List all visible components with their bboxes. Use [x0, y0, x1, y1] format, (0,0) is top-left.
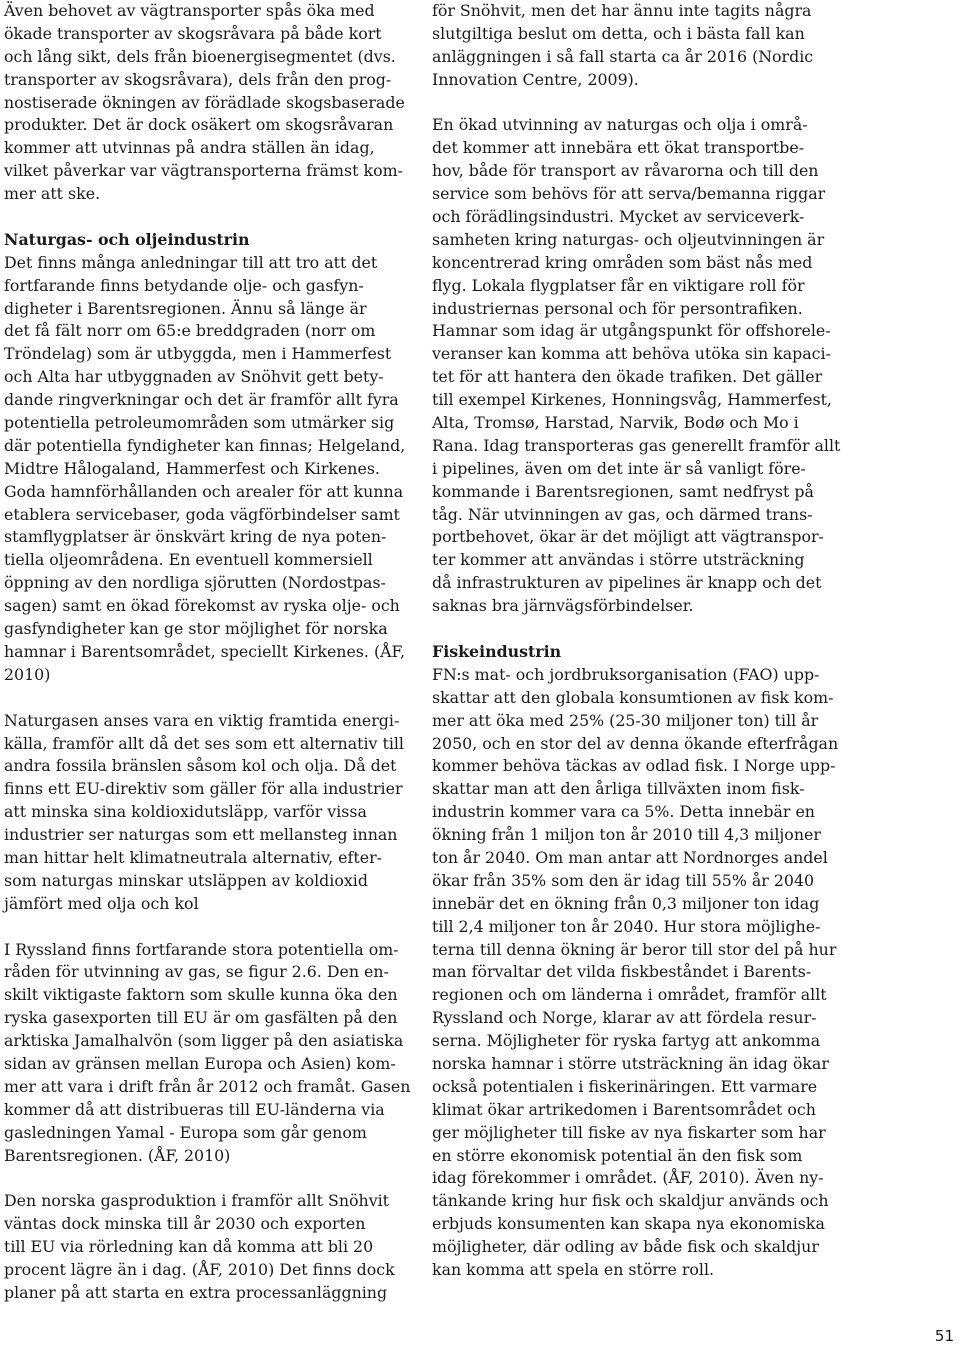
text-line: tiella oljeområdena. En eventuell kommersiell: [4, 550, 373, 570]
text-line: portbehovet, ökar är det möjligt att vägtranspor-: [432, 527, 824, 547]
text-line: mer att ske.: [4, 184, 101, 204]
text-line: vilket påverkar var vägtransporterna främst kom-: [4, 161, 403, 181]
text-line: hov, både för transport av råvarorna och till den: [432, 161, 819, 181]
text-line: mer att vara i drift från år 2012 och framåt. Gasen: [4, 1076, 411, 1096]
text-line: jämfört med olja och kol: [4, 893, 199, 913]
text-line: som naturgas minskar utsläppen av koldioxid: [4, 870, 368, 890]
text-line: och förädlingsindustri. Mycket av serviceverk-: [432, 207, 805, 227]
text-line: En ökad utvinning av naturgas och olja i områ-: [432, 115, 808, 135]
text-line: kan komma att spela en större roll.: [432, 1259, 715, 1279]
text-line: 2050, och en stor del av denna ökande efterfrågan: [432, 733, 839, 753]
text-line: Alta, Tromsø, Harstad, Narvik, Bodø och Mo i: [432, 413, 799, 433]
text-line: ger möjligheter till fiske av nya fiskarter som har: [432, 1122, 826, 1142]
text-line: Den norska gasproduktion i framför allt Snöhvit: [4, 1191, 390, 1211]
text-line: där potentiella fyndigheter kan finnas; Helgeland,: [4, 435, 406, 455]
text-line: en större ekonomisk potential än den fisk som: [432, 1145, 803, 1165]
text-line: Tröndelag) som är utbyggda, men i Hammerfest: [4, 344, 392, 364]
text-line: veranser kan komma att behöva utöka sin kapaci-: [432, 344, 831, 364]
text-line: och Alta har utbyggnaden av Snöhvit gett bety-: [4, 367, 384, 387]
paragraph-gap: [4, 687, 454, 710]
text-line: hamnar i Barentsområdet, speciellt Kirkenes. (ÅF,: [4, 641, 406, 661]
text-line: arktiska Jamalhalvön (som ligger på den asiatiska: [4, 1031, 404, 1051]
paragraph-gap: [4, 206, 454, 229]
right-column: [432, 0, 882, 1282]
text-line: ökning från 1 miljon ton år 2010 till 4,3 miljoner: [432, 825, 821, 845]
text-line: service som behövs för att serva/bemanna riggar: [432, 184, 826, 204]
text-line: i pipelines, även om det inte är så vanligt före-: [432, 458, 806, 478]
text-line: att minska sina koldioxidutsläpp, varför vissa: [4, 802, 367, 822]
text-line: procent lägre än i dag. (ÅF, 2010) Det finns dock: [4, 1259, 395, 1279]
text-line: flyg. Lokala flygplatser får en viktigare roll för: [432, 275, 805, 295]
text-line: väntas dock minska till år 2030 och exporten: [4, 1214, 366, 1234]
text-line: transporter av skogsråvara), dels från den prog-: [4, 69, 392, 89]
text-line: mer att öka med 25% (25-30 miljoner ton) till år: [432, 710, 819, 730]
text-line: tet för att hantera den ökade trafiken. Det gäller: [432, 367, 823, 387]
text-line: koncentrerad kring områden som bäst nås med: [432, 252, 813, 272]
text-line: fortfarande finns betydande olje- och gasfyn-: [4, 275, 364, 295]
paragraph: [4, 252, 454, 687]
text-line: finns ett EU-direktiv som gäller för alla industrier: [4, 779, 403, 799]
text-line: Ryssland och Norge, klarar av att fördela resur-: [432, 1008, 817, 1028]
text-line: regionen och om länderna i området, framför allt: [432, 985, 827, 1005]
text-line: gasledningen Yamal - Europa som går genom: [4, 1122, 367, 1142]
left-column: [4, 0, 454, 1305]
section-heading: Naturgas- och oljeindustrin: [4, 229, 250, 249]
paragraph-gap: [4, 916, 454, 939]
text-line: Innovation Centre, 2009).: [432, 69, 639, 89]
paragraph: [4, 0, 454, 206]
section-heading: Fiskeindustrin: [432, 641, 562, 661]
text-line: ryska gasexporten till EU är om gasfälten på den: [4, 1008, 398, 1028]
text-line: anläggningen i så fall starta ca år 2016 (Nordic: [432, 46, 814, 66]
text-line: Barentsregionen. (ÅF, 2010): [4, 1145, 231, 1165]
text-line: man hittar helt klimatneutrala alternativ, efter-: [4, 847, 382, 867]
paragraph: [432, 114, 882, 618]
text-line: öppning av den nordliga sjörutten (Nordostpas-: [4, 573, 386, 593]
text-line: industrin kommer vara ca 5%. Detta innebär en: [432, 802, 815, 822]
text-line: etablera servicebaser, goda vägförbindelser samt: [4, 504, 400, 524]
text-line: Goda hamnförhållanden och arealer för att kunna: [4, 481, 404, 501]
text-line: tåg. När utvinningen av gas, och därmed trans-: [432, 504, 813, 524]
text-line: gasfyndigheter kan ge stor möjlighet för norska: [4, 619, 388, 639]
text-line: slutgiltiga beslut om detta, och i bästa fall kan: [432, 23, 805, 43]
text-line: klimat ökar artrikedomen i Barentsområdet och: [432, 1099, 816, 1119]
text-line: produkter. Det är dock osäkert om skogsråvaran: [4, 115, 394, 135]
text-line: till exempel Kirkenes, Honningsvåg, Hammerfest,: [432, 390, 832, 410]
text-line: skattar att den globala konsumtionen av fisk kom-: [432, 687, 834, 707]
text-line: andra fossila bränslen såsom kol och olja. Då det: [4, 756, 397, 776]
text-line: norska hamnar i större utsträckning än idag ökar: [432, 1053, 829, 1073]
text-line: råden för utvinning av gas, se figur 2.6. Den en-: [4, 962, 389, 982]
text-line: digheter i Barentsregionen. Ännu så länge är: [4, 298, 367, 318]
text-line: Naturgasen anses vara en viktig framtida energi-: [4, 710, 400, 730]
text-line: terna till denna ökning är beror till stor del på hur: [432, 939, 837, 959]
text-line: ökade transporter av skogsråvara på både kort: [4, 23, 382, 43]
text-line: man förvaltar det vilda fiskbeståndet i Barents-: [432, 962, 812, 982]
text-line: planer på att starta en extra processanläggning: [4, 1282, 388, 1302]
text-line: stamflygplatser är önskvärt kring de nya poten-: [4, 527, 387, 547]
text-line: serna. Möjligheter för ryska fartyg att ankomma: [432, 1031, 821, 1051]
text-line: det kommer att innebära ett ökat transportbe-: [432, 138, 805, 158]
text-line: ökar från 35% som den är idag till 55% år 2040: [432, 870, 815, 890]
text-line: till EU via rörledning kan då komma att bli 20: [4, 1237, 374, 1257]
text-line: industriernas personal och för persontrafiken.: [432, 298, 803, 318]
text-line: till 2,4 miljoner ton år 2040. Hur stora möjlighe-: [432, 916, 821, 936]
paragraph: [4, 939, 454, 1168]
text-line: dande ringverkningar och det är framför allt fyra: [4, 390, 399, 410]
text-line: kommer behöva täckas av odlad fisk. I Norge upp-: [432, 756, 836, 776]
text-line: då infrastrukturen av pipelines är knapp och det: [432, 573, 822, 593]
text-line: kommer då att distribueras till EU-länderna via: [4, 1099, 385, 1119]
text-line: erbjuds konsumenten kan skapa nya ekonomiska: [432, 1214, 825, 1234]
text-line: Hamnar som idag är utgångspunkt för offshorele-: [432, 321, 831, 341]
text-line: skattar man att den årliga tillväxten inom fisk-: [432, 779, 805, 799]
text-line: Midtre Hålogaland, Hammerfest och Kirkenes.: [4, 458, 380, 478]
text-line: det få fält norr om 65:e breddgraden (norr om: [4, 321, 376, 341]
text-line: Även behovet av vägtransporter spås öka med: [4, 1, 375, 20]
text-line: för Snöhvit, men det har ännu inte tagits några: [432, 1, 812, 20]
paragraph: [432, 0, 882, 92]
text-line: möjligheter, där odling av både fisk och skaldjur: [432, 1237, 819, 1257]
text-line: skilt viktigaste faktorn som skulle kunna öka den: [4, 985, 398, 1005]
text-line: Det finns många anledningar till att tro att det: [4, 252, 378, 272]
paragraph: [4, 710, 454, 916]
text-line: Rana. Idag transporteras gas generellt framför allt: [432, 435, 841, 455]
text-line: också potentialen i fiskerinäringen. Ett varmare: [432, 1076, 818, 1096]
text-line: samheten kring naturgas- och oljeutvinningen är: [432, 229, 825, 249]
page-number: 51: [934, 1327, 954, 1345]
paragraph-gap: [4, 1167, 454, 1190]
text-line: och lång sikt, dels från bioenergisegmentet (dvs.: [4, 46, 396, 66]
text-line: industrier ser naturgas som ett mellansteg innan: [4, 825, 398, 845]
paragraph-gap: [432, 92, 882, 115]
paragraph: [432, 664, 882, 1282]
text-line: sagen) samt en ökad förekomst av ryska olje- och: [4, 596, 400, 616]
paragraph: [4, 1190, 454, 1304]
text-line: sidan av gränsen mellan Europa och Asien) kom-: [4, 1053, 396, 1073]
text-line: kommande i Barentsregionen, samt nedfryst på: [432, 481, 814, 501]
text-line: tänkande kring hur fisk och skaldjur används och: [432, 1191, 829, 1211]
text-line: källa, framför allt då det ses som ett alternativ till: [4, 733, 404, 753]
text-line: idag förekommer i området. (ÅF, 2010). Även ny-: [432, 1168, 824, 1188]
text-line: I Ryssland finns fortfarande stora potentiella om-: [4, 939, 399, 959]
text-line: 2010): [4, 664, 51, 684]
text-line: potentiella petroleumområden som utmärker sig: [4, 413, 395, 433]
text-line: ton år 2040. Om man antar att Nordnorges andel: [432, 847, 828, 867]
text-line: innebär det en ökning från 0,3 miljoner ton idag: [432, 893, 820, 913]
text-line: kommer att utvinnas på andra ställen än idag,: [4, 138, 375, 158]
text-line: ter kommer att användas i större utsträckning: [432, 550, 805, 570]
text-line: nostiserade ökningen av förädlade skogsbaserade: [4, 92, 405, 112]
paragraph-gap: [432, 618, 882, 641]
text-line: saknas bra järnvägsförbindelser.: [432, 596, 694, 616]
text-line: FN:s mat- och jordbruksorganisation (FAO) upp-: [432, 664, 820, 684]
